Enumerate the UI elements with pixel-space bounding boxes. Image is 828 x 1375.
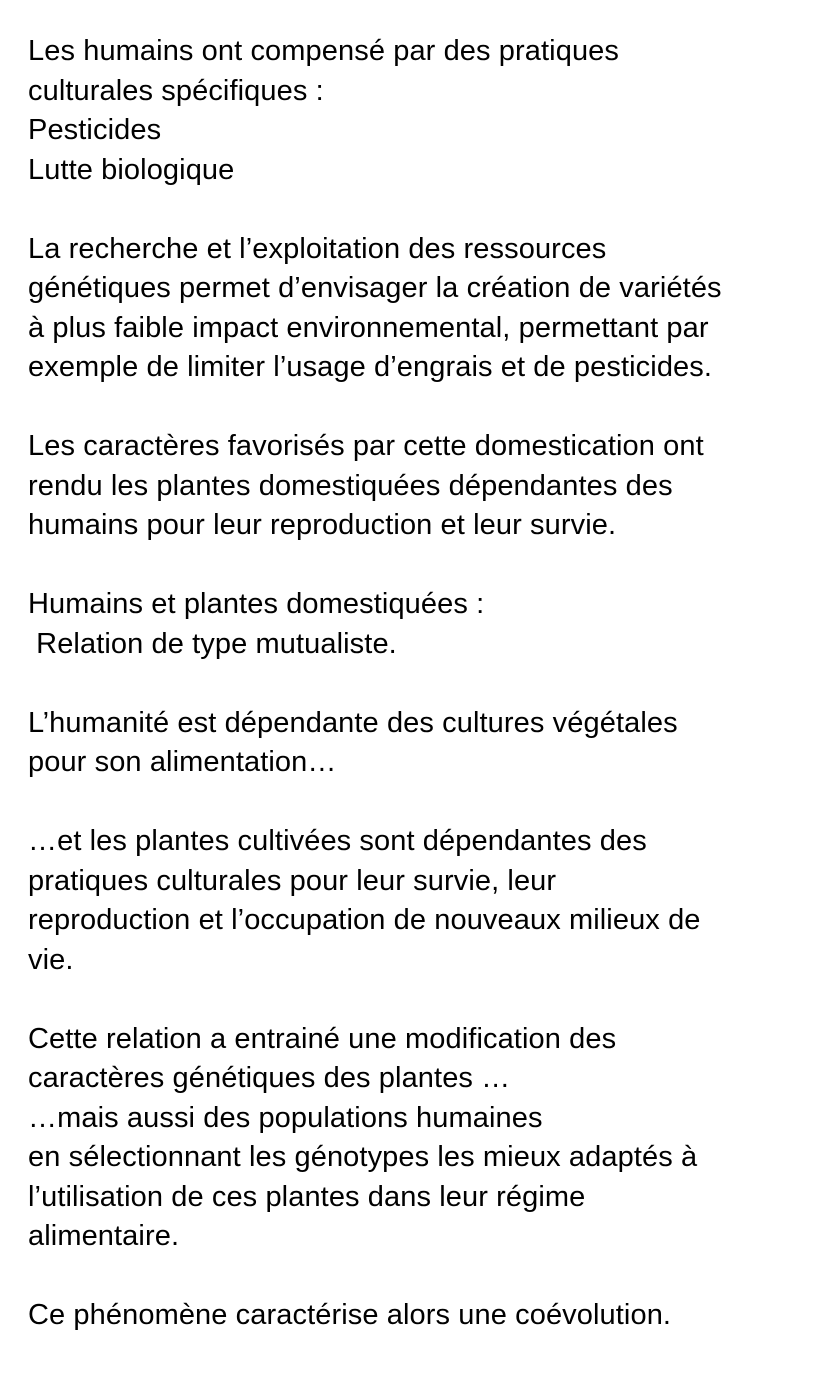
text-line: Ce phénomène caractérise alors une coévolution. — [28, 1299, 672, 1331]
text-line: à plus faible impact environnemental, permettant par — [28, 311, 709, 344]
text-line: vie. — [28, 943, 74, 976]
text-line: …mais aussi des populations humaines — [28, 1101, 543, 1134]
paragraph-human-dependence — [28, 704, 808, 783]
text-line: l’utilisation de ces plantes dans leur régime — [28, 1180, 586, 1213]
paragraph-genetic-resources — [28, 230, 808, 388]
text-line: pratiques culturales pour leur survie, leur — [28, 864, 557, 897]
text-line: alimentaire. — [28, 1220, 180, 1252]
text-line: en sélectionnant les génotypes les mieux adaptés à — [28, 1141, 698, 1173]
note-body — [28, 32, 808, 1375]
paragraph-mutualism — [28, 585, 808, 664]
text-line: pour son alimentation… — [28, 746, 337, 778]
text-line: exemple de limiter l’usage d’engrais et de pesticides. — [28, 351, 713, 383]
paragraph-cultural-practices — [28, 32, 808, 190]
text-line: L’humanité est dépendante des cultures végétales — [28, 706, 678, 739]
text-line: Cette relation a entrainé une modification des — [28, 1022, 617, 1055]
text-line: Lutte biologique — [28, 153, 235, 186]
paragraph-genetic-modification — [28, 1020, 808, 1257]
text-line: Humains et plantes domestiquées : — [28, 588, 485, 620]
text-line: …et les plantes cultivées sont dépendantes des — [28, 825, 647, 857]
text-line: culturales spécifiques : — [28, 74, 324, 107]
text-line: rendu les plantes domestiquées dépendantes des — [28, 469, 673, 502]
text-line: Pesticides — [28, 114, 162, 146]
text-line: Les humains ont compensé par des pratiques — [28, 35, 619, 67]
text-line: reproduction et l’occupation de nouveaux milieux de — [28, 904, 701, 936]
text-line: génétiques permet d’envisager la création de variétés — [28, 272, 722, 304]
text-line: caractères génétiques des plantes … — [28, 1062, 511, 1094]
paragraph-coevolution — [28, 1296, 808, 1336]
paragraph-domestication-traits — [28, 427, 808, 546]
text-line: Relation de type mutualiste. — [28, 627, 397, 660]
text-line: Les caractères favorisés par cette domestication ont — [28, 430, 704, 462]
paragraph-plant-dependence — [28, 822, 808, 980]
text-line: La recherche et l’exploitation des ressources — [28, 232, 607, 265]
text-line: humains pour leur reproduction et leur survie. — [28, 509, 617, 541]
